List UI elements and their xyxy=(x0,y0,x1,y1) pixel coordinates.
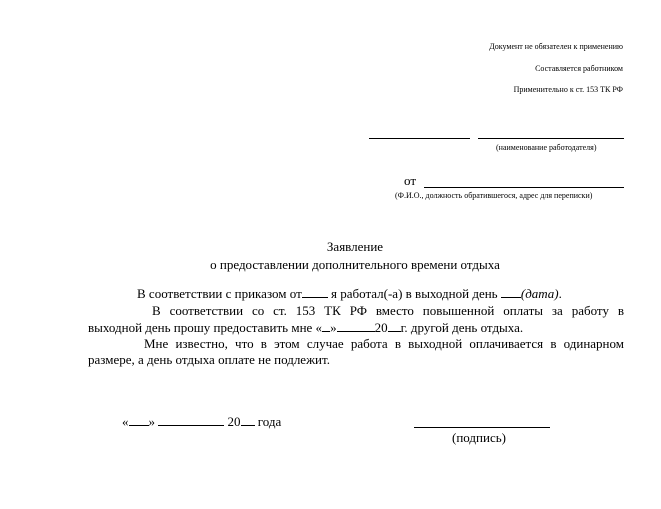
footer-year-prefix: 20 xyxy=(227,414,241,429)
p2-quote-close: » xyxy=(330,320,337,335)
from-label: от xyxy=(404,173,417,188)
employer-caption: (наименование работодателя) xyxy=(496,143,597,152)
from-caption: (Ф.И.О., должность обратившегося, адрес для переписки) xyxy=(395,191,593,200)
footer-day-blank xyxy=(129,424,149,426)
footer-year-suffix: года xyxy=(257,414,282,429)
notice-compiled-by-employee: Составляется работником xyxy=(535,64,623,73)
doc-title: Заявление xyxy=(326,239,384,254)
paragraph-aware-line2: размере, а день отдыха оплате не подлежит. xyxy=(88,352,330,367)
rest-day-blank xyxy=(322,330,330,332)
paragraph-request-line1: В соответствии со ст. 153 ТК РФ вместо повышенной оплаты за работу в xyxy=(152,303,624,318)
rest-month-blank xyxy=(337,330,375,332)
p1-period: . xyxy=(558,286,562,301)
paragraph-request-line2 xyxy=(88,320,523,336)
signature-caption: (подпись) xyxy=(452,430,506,445)
p1-text-b: я работал(-а) в выходной день xyxy=(331,286,498,301)
date-quote-open: « xyxy=(122,414,129,429)
workday-date-blank xyxy=(501,296,521,298)
date-quote-close: » xyxy=(148,414,155,429)
from-line xyxy=(424,187,624,188)
rest-year-blank xyxy=(388,330,401,332)
p2-year-prefix: 20 xyxy=(374,320,388,335)
notice-applicable-article: Применительно к ст. 153 ТК РФ xyxy=(513,85,623,94)
paragraph-aware-line1: Мне известно, что в этом случае работа в выходной оплачивается в одинарном xyxy=(144,336,624,351)
footer-date xyxy=(122,414,281,430)
paragraph-order xyxy=(137,286,562,302)
order-date-blank xyxy=(302,296,328,298)
p1-date-hint: (дата) xyxy=(520,286,559,301)
employer-line-right xyxy=(478,138,624,139)
employer-line-left xyxy=(369,138,470,139)
notice-not-mandatory: Документ не обязателен к применению xyxy=(489,42,623,51)
doc-subtitle: о предоставлении дополнительного времени отдыха xyxy=(210,257,500,272)
p2-text-d: г. другой день отдыха. xyxy=(400,320,524,335)
signature-line xyxy=(414,427,550,428)
footer-month-blank xyxy=(158,424,224,426)
footer-year-blank xyxy=(241,424,255,426)
p2-text-a: выходной день прошу предоставить мне « xyxy=(88,320,323,335)
p1-text-a: В соответствии с приказом от xyxy=(137,286,302,301)
